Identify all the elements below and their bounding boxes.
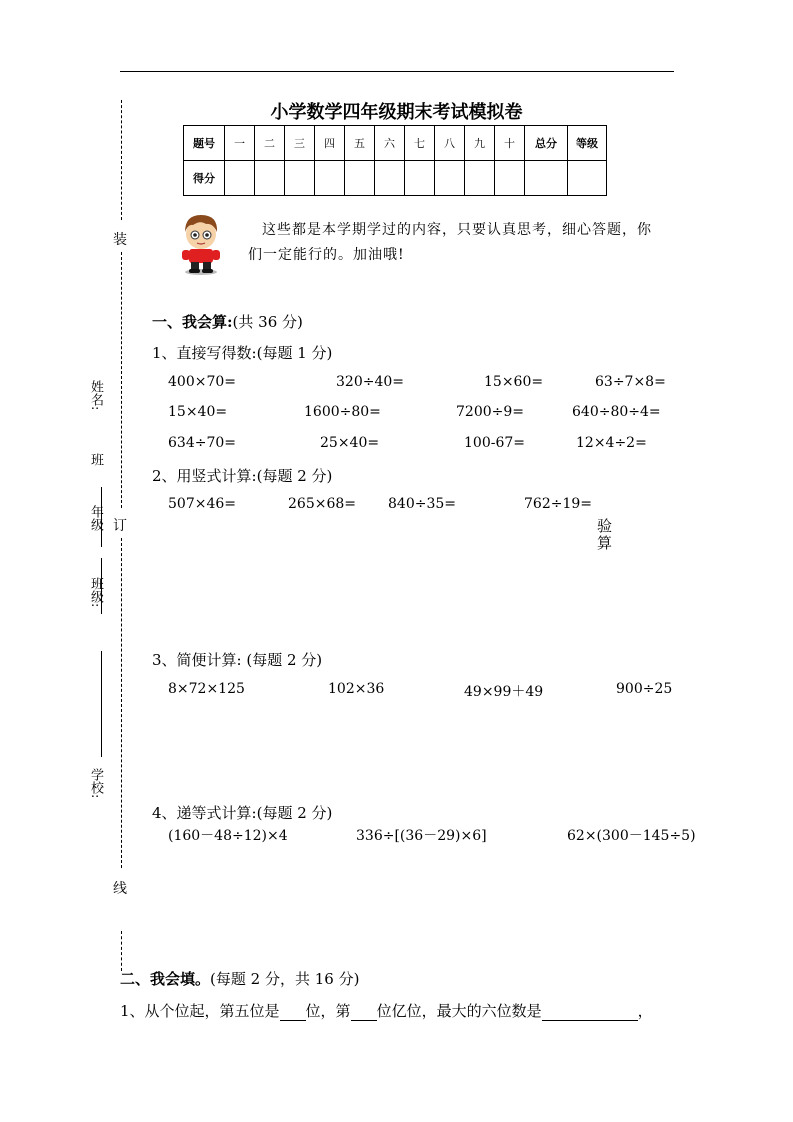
section1-title: 一、我会算: [152, 313, 233, 331]
check-label: 验算 [597, 517, 613, 552]
q3-problem: 900÷25 [616, 681, 673, 697]
q3-problem: 8×72×125 [168, 681, 245, 697]
score-cell[interactable] [225, 161, 255, 196]
intro-line-2: 们一定能行的。加油哦! [248, 247, 405, 263]
cartoon-boy-icon [178, 210, 224, 276]
sec2-q1-text: ， [637, 1002, 653, 1020]
class-write-line[interactable] [101, 558, 102, 614]
q1-problem: 100-67= [464, 435, 525, 451]
q1-problem: 7200÷9= [456, 404, 524, 420]
top-rule [120, 71, 674, 72]
blank-fifth-place[interactable] [280, 1004, 306, 1021]
score-cell[interactable] [525, 161, 568, 196]
binding-dashed-line [121, 252, 122, 508]
sec2-q1-text: 位，第 [305, 1002, 351, 1020]
q4-problem: 336÷[(36－29)×6] [356, 828, 487, 844]
sec2-q1-text: 1、从个位起，第五位是 [120, 1002, 280, 1020]
score-cell[interactable] [315, 161, 345, 196]
grade-write-line[interactable] [101, 487, 102, 547]
q1-problem: 63÷7×8= [595, 374, 666, 390]
score-header-cell: 七 [405, 126, 435, 161]
score-cell[interactable] [435, 161, 465, 196]
score-cell[interactable] [405, 161, 435, 196]
q4-title: 4、递等式计算:(每题 2 分) [152, 804, 333, 822]
score-cell[interactable] [495, 161, 525, 196]
score-cell[interactable] [345, 161, 375, 196]
sec2-q1-text: 位亿位，最大的六位数是 [376, 1002, 542, 1020]
score-table-header-row [184, 126, 607, 161]
binding-dashed-line [121, 931, 122, 971]
section1-heading [152, 311, 303, 332]
class-field-label: 班级: [88, 577, 103, 608]
q2-problem: 762÷19= [524, 496, 592, 512]
score-cell[interactable] [285, 161, 315, 196]
school-field-label: 学校: [88, 768, 103, 799]
sec2-q1 [120, 1000, 653, 1021]
q3-problem: 49×99＋49 [464, 684, 544, 700]
score-table-score-row [184, 161, 607, 196]
q2-problem: 840÷35= [388, 496, 456, 512]
q3-problem: 102×36 [328, 681, 385, 697]
score-row-label: 得分 [184, 161, 225, 196]
binding-dashed-line [121, 100, 122, 220]
section2-score: (每题 2 分，共 16 分) [210, 970, 360, 988]
score-header-cell: 四 [315, 126, 345, 161]
section2-heading [120, 968, 359, 989]
intro-line-1: 这些都是本学期学过的内容，只要认真思考，细心答题，你 [262, 222, 652, 238]
score-header-cell: 等级 [568, 126, 607, 161]
q1-problem: 15×60= [484, 374, 544, 390]
score-header-cell: 二 [255, 126, 285, 161]
binding-dashed-line [121, 538, 122, 868]
score-header-cell: 八 [435, 126, 465, 161]
section1-score: (共 36 分) [232, 313, 303, 331]
q4-problem: (160－48÷12)×4 [168, 828, 288, 844]
binding-char-xian: 线 [113, 881, 127, 897]
class-char: 班 [88, 453, 103, 466]
score-cell[interactable] [375, 161, 405, 196]
score-header-cell: 六 [375, 126, 405, 161]
q1-problem: 25×40= [320, 435, 380, 451]
q1-problem: 640÷80÷4= [572, 404, 661, 420]
school-write-line[interactable] [101, 651, 102, 757]
q1-problem: 12×4÷2= [576, 435, 647, 451]
score-header-cell: 题号 [184, 126, 225, 161]
blank-yi-place[interactable] [351, 1004, 377, 1021]
score-header-cell: 九 [465, 126, 495, 161]
binding-char-zhuang: 装 [113, 232, 127, 248]
blank-largest-six-digit[interactable] [542, 1004, 638, 1021]
q3-title: 3、简便计算: (每题 2 分) [152, 651, 323, 669]
q2-problem: 265×68= [288, 496, 356, 512]
q1-problem: 400×70= [168, 374, 236, 390]
q2-problem: 507×46= [168, 496, 236, 512]
q1-problem: 634÷70= [168, 435, 236, 451]
score-table [183, 125, 607, 196]
q1-title: 1、直接写得数:(每题 1 分) [152, 344, 333, 362]
section2-title: 二、我会填。 [120, 970, 211, 988]
score-cell[interactable] [255, 161, 285, 196]
q1-problem: 320÷40= [336, 374, 404, 390]
q2-title: 2、用竖式计算:(每题 2 分) [152, 467, 333, 485]
grade-field-label: 年级 [88, 505, 103, 531]
score-cell[interactable] [465, 161, 495, 196]
score-header-cell: 五 [345, 126, 375, 161]
page-title: 小学数学四年级期末考试模拟卷 [270, 102, 523, 123]
q4-problem: 62×(300－145÷5) [567, 828, 696, 844]
q1-problem: 15×40= [168, 404, 228, 420]
q1-problem: 1600÷80= [304, 404, 381, 420]
score-header-cell: 三 [285, 126, 315, 161]
score-header-cell: 一 [225, 126, 255, 161]
name-field-label: 姓名: [88, 380, 103, 411]
score-header-cell: 十 [495, 126, 525, 161]
score-cell[interactable] [568, 161, 607, 196]
score-header-cell: 总分 [525, 126, 568, 161]
binding-char-ding: 订 [113, 518, 127, 534]
